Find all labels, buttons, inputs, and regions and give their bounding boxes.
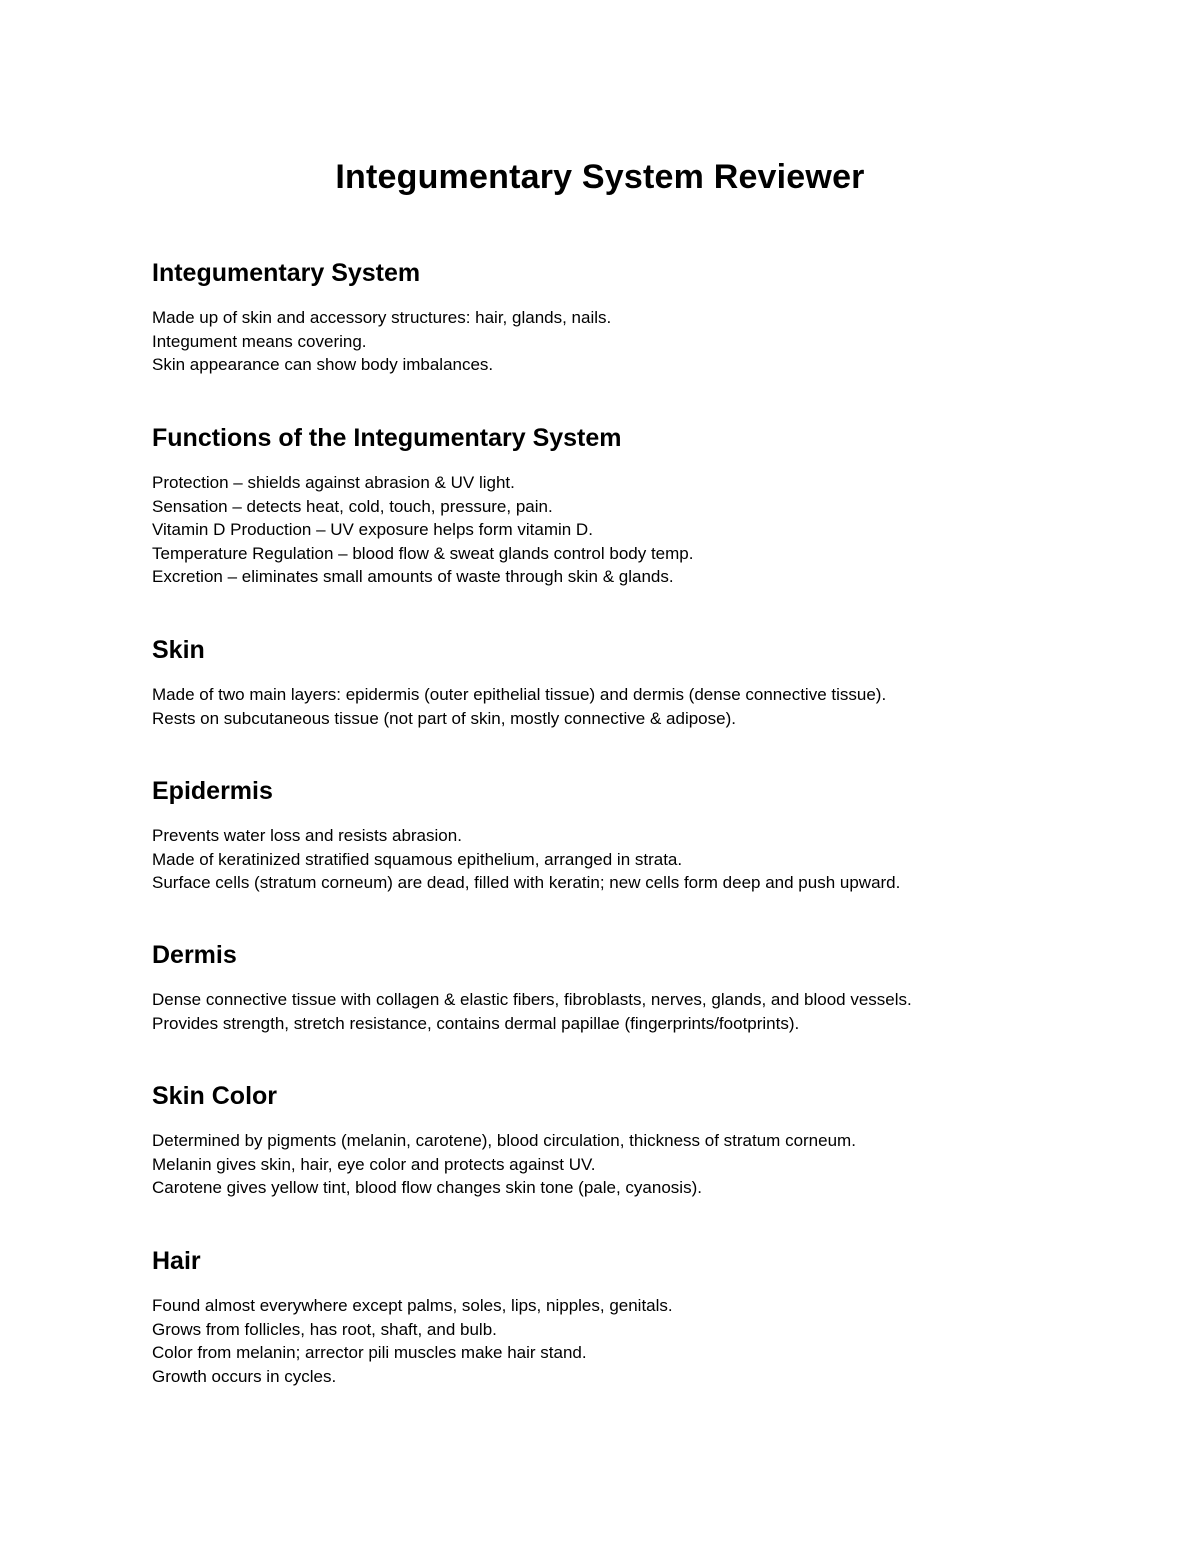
section-heading: Skin <box>152 636 205 664</box>
section-heading: Epidermis <box>152 777 273 805</box>
section-line: Skin appearance can show body imbalances. <box>152 355 494 375</box>
section-line: Carotene gives yellow tint, blood flow changes skin tone (pale, cyanosis). <box>152 1178 702 1198</box>
section-heading: Dermis <box>152 941 237 969</box>
document-title: Integumentary System Reviewer <box>335 158 865 196</box>
section-line: Color from melanin; arrector pili muscles make hair stand. <box>152 1343 587 1363</box>
section-line: Dense connective tissue with collagen & elastic fibers, fibroblasts, nerves, glands, and blood vessels. <box>152 990 912 1009</box>
section-line: Grows from follicles, has root, shaft, and bulb. <box>152 1319 497 1339</box>
section-line: Rests on subcutaneous tissue (not part of skin, mostly connective & adipose). <box>152 708 736 728</box>
section-line: Vitamin D Production – UV exposure helps form vitamin D. <box>152 520 593 540</box>
section-line: Made of two main layers: epidermis (outer epithelial tissue) and dermis (dense connective tissue). <box>152 685 887 704</box>
section-heading: Functions of the Integumentary System <box>152 424 622 452</box>
section-line: Excretion – eliminates small amounts of waste through skin & glands. <box>152 567 674 587</box>
section-functions <box>152 423 1112 589</box>
section-integumentary-system <box>152 258 1112 377</box>
section-line: Protection – shields against abrasion & UV light. <box>152 473 515 492</box>
section-line: Surface cells (stratum corneum) are dead, filled with keratin; new cells form deep and push upward. <box>152 873 901 893</box>
section-heading: Integumentary System <box>152 259 421 287</box>
section-hair <box>152 1246 1112 1388</box>
section-line: Provides strength, stretch resistance, contains dermal papillae (fingerprints/footprints). <box>152 1013 800 1033</box>
section-line: Melanin gives skin, hair, eye color and protects against UV. <box>152 1154 596 1174</box>
section-line: Made up of skin and accessory structures: hair, glands, nails. <box>152 308 612 327</box>
section-epidermis <box>152 776 1112 895</box>
section-line: Sensation – detects heat, cold, touch, pressure, pain. <box>152 496 553 516</box>
section-line: Temperature Regulation – blood flow & sweat glands control body temp. <box>152 543 694 563</box>
section-heading: Skin Color <box>152 1082 278 1110</box>
section-line: Found almost everywhere except palms, soles, lips, nipples, genitals. <box>152 1296 673 1315</box>
section-line: Prevents water loss and resists abrasion. <box>152 826 462 845</box>
section-skin-color <box>152 1081 1112 1200</box>
section-line: Determined by pigments (melanin, carotene), blood circulation, thickness of stratum corneum. <box>152 1131 856 1150</box>
section-line: Integument means covering. <box>152 331 367 351</box>
section-dermis <box>152 940 1112 1035</box>
section-line: Made of keratinized stratified squamous epithelium, arranged in strata. <box>152 849 683 869</box>
section-line: Growth occurs in cycles. <box>152 1366 337 1386</box>
section-skin <box>152 635 1112 730</box>
section-heading: Hair <box>152 1247 201 1275</box>
